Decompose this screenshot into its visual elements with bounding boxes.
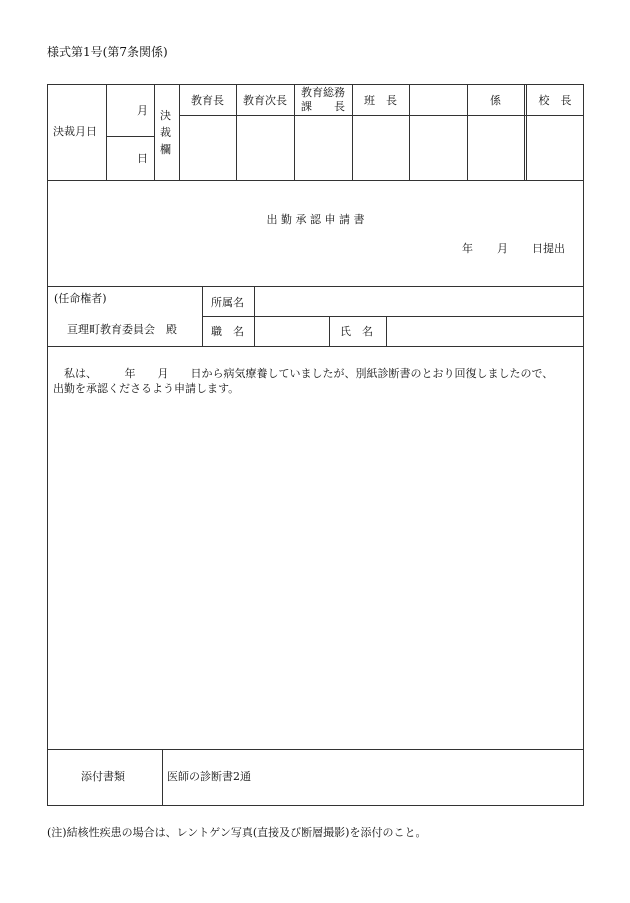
attachment-value: 医師の診断書2通 [167,770,251,783]
header-superintendent: 教育長 [191,94,224,107]
header-deputy: 教育次長 [243,94,287,107]
body-line-1: 私は、 年 月 日から病気療養していましたが、別紙診断書のとおり回復しましたので、 [64,367,554,380]
date-label: 決裁月日 [53,125,97,138]
month-label: 月 [137,104,148,117]
appointing-authority-label: (任命権者) [54,292,107,305]
form-frame [47,84,584,806]
body-line-2: 出勤を承認くださるよう申請します。 [53,382,240,395]
header-principal: 校 長 [538,94,572,107]
position-label: 職 名 [211,325,244,338]
header-team-leader: 班 長 [364,94,397,107]
affiliation-label: 所属名 [211,296,244,309]
name-label: 氏 名 [340,325,373,338]
form-number: 様式第1号(第7条関係) [47,45,168,59]
day-label: 日 [137,152,148,165]
header-staff: 係 [490,94,501,107]
addressee-name: 亘理町教育委員会 殿 [67,323,177,336]
attachment-label: 添付書類 [81,770,125,783]
footnote: (注)結核性疾患の場合は、レントゲン写真(直接及び断層撮影)を添付のこと。 [47,826,427,839]
document-title: 出 勤 承 認 申 請 書 [266,213,365,226]
